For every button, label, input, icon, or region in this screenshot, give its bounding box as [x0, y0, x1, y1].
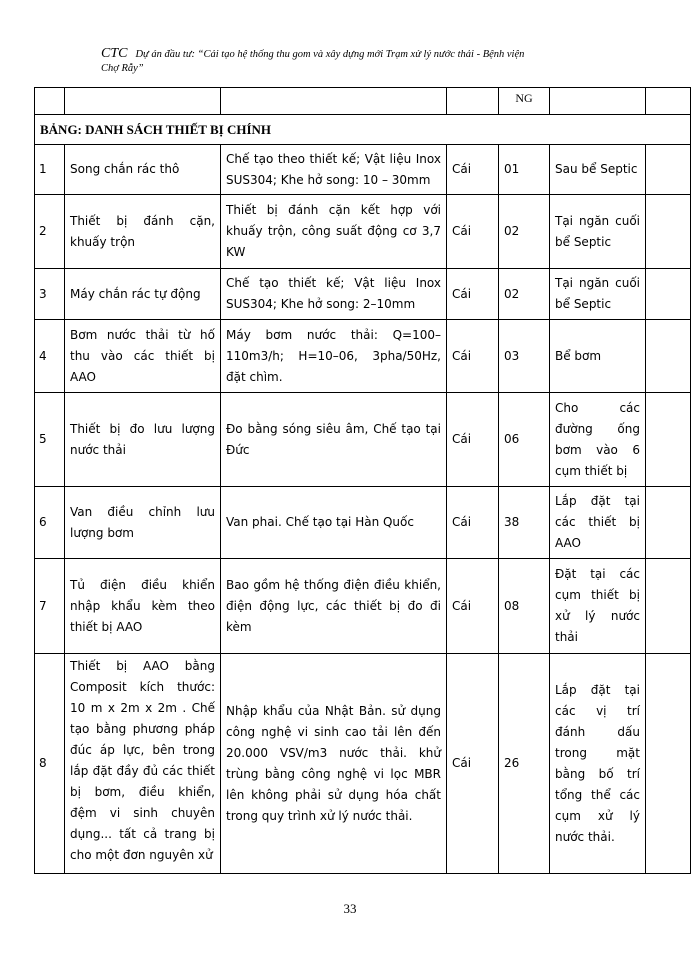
- item-qty: 26: [499, 654, 550, 874]
- item-qty: 03: [499, 320, 550, 393]
- item-unit: Cái: [447, 654, 499, 874]
- item-qty: 08: [499, 559, 550, 654]
- header-cell: [550, 88, 646, 115]
- item-location: Bể bơm: [550, 320, 646, 393]
- page-header: [101, 47, 621, 76]
- table-row: [35, 320, 691, 393]
- item-note: [646, 320, 691, 393]
- item-unit: Cái: [447, 195, 499, 269]
- item-unit: Cái: [447, 320, 499, 393]
- item-name: Thiết bị đo lưu lượng nước thải: [65, 393, 221, 487]
- org-abbrev: CTC: [101, 46, 128, 61]
- item-spec: Chế tạo thiết kế; Vật liệu Inox SUS304; Khe hở song: 2–10mm: [221, 269, 447, 320]
- item-name: Bơm nước thải từ hố thu vào các thiết bị AAO: [65, 320, 221, 393]
- row-number: 4: [35, 320, 65, 393]
- item-spec: Máy bơm nước thải: Q=100–110m3/h; H=10–06, 3pha/50Hz, đặt chìm.: [221, 320, 447, 393]
- item-unit: Cái: [447, 393, 499, 487]
- item-location: Lắp đặt tại các thiết bị AAO: [550, 487, 646, 559]
- item-note: [646, 145, 691, 195]
- item-qty: 02: [499, 195, 550, 269]
- item-note: [646, 487, 691, 559]
- project-title-line2: Chợ Rẫy”: [101, 63, 144, 74]
- item-note: [646, 393, 691, 487]
- item-spec: Đo bằng sóng siêu âm, Chế tạo tại Đức: [221, 393, 447, 487]
- item-location: Tại ngăn cuối bể Septic: [550, 269, 646, 320]
- table-row: [35, 269, 691, 320]
- section-title: BẢNG: DANH SÁCH THIẾT BỊ CHÍNH: [35, 115, 691, 145]
- item-spec: Nhập khẩu của Nhật Bản. sử dụng công nghệ vi sinh cao tải lên đến 20.000 VSV/m3 nước thải. khử trùng bằng công nghệ vi lọc MBR lên không phải sử dụng hóa chất trong quy trình xử lý nước thải.: [221, 654, 447, 874]
- item-name: Máy chắn rác tự động: [65, 269, 221, 320]
- header-cell: [35, 88, 65, 115]
- table-row: [35, 559, 691, 654]
- item-note: [646, 654, 691, 874]
- item-note: [646, 559, 691, 654]
- header-cell: [221, 88, 447, 115]
- item-name: Thiết bị đánh cặn, khuấy trộn: [65, 195, 221, 269]
- item-unit: Cái: [447, 145, 499, 195]
- row-number: 6: [35, 487, 65, 559]
- item-qty: 02: [499, 269, 550, 320]
- item-note: [646, 269, 691, 320]
- row-number: 7: [35, 559, 65, 654]
- project-title-line1: Dự án đầu tư: “Cải tạo hệ thống thu gom và xây dựng mới Trạm xử lý nước thải - Bệnh viện: [135, 49, 525, 60]
- item-unit: Cái: [447, 559, 499, 654]
- page-number: 33: [343, 901, 357, 916]
- row-number: 1: [35, 145, 65, 195]
- table-header-row: [35, 88, 691, 115]
- item-spec: Bao gồm hệ thống điện điều khiển, điện động lực, các thiết bị đo đi kèm: [221, 559, 447, 654]
- header-cell-ng: NG: [499, 88, 550, 115]
- item-qty: 06: [499, 393, 550, 487]
- table-row: [35, 195, 691, 269]
- row-number: 5: [35, 393, 65, 487]
- equipment-table: [34, 87, 691, 874]
- item-qty: 38: [499, 487, 550, 559]
- item-spec: Chế tạo theo thiết kế; Vật liệu Inox SUS304; Khe hở song: 10 – 30mm: [221, 145, 447, 195]
- table-row: [35, 487, 691, 559]
- row-number: 2: [35, 195, 65, 269]
- item-unit: Cái: [447, 487, 499, 559]
- item-location: Sau bể Septic: [550, 145, 646, 195]
- item-name: Tủ điện điều khiển nhập khẩu kèm theo thiết bị AAO: [65, 559, 221, 654]
- item-unit: Cái: [447, 269, 499, 320]
- item-note: [646, 195, 691, 269]
- item-name: Van điều chỉnh lưu lượng bơm: [65, 487, 221, 559]
- table-row: [35, 654, 691, 874]
- item-location: Tại ngăn cuối bể Septic: [550, 195, 646, 269]
- item-qty: 01: [499, 145, 550, 195]
- table-row: [35, 393, 691, 487]
- table-row: [35, 145, 691, 195]
- item-spec: Van phai. Chế tạo tại Hàn Quốc: [221, 487, 447, 559]
- header-cell: [646, 88, 691, 115]
- item-name: Thiết bị AAO bằng Composit kích thước: 10 m x 2m x 2m . Chế tạo bằng phương pháp đúc áp lực, bên trong lắp đặt đầy đủ các thiết bị bơm, điều khiển, đệm vi sinh chuyên dụng... tất cả trang bị cho một đơn nguyên xử: [65, 654, 221, 874]
- header-cell: [65, 88, 221, 115]
- item-name: Song chắn rác thô: [65, 145, 221, 195]
- item-location: Đặt tại các cụm thiết bị xử lý nước thải: [550, 559, 646, 654]
- row-number: 3: [35, 269, 65, 320]
- row-number: 8: [35, 654, 65, 874]
- header-cell: [447, 88, 499, 115]
- section-title-row: [35, 115, 691, 145]
- item-location: Cho các đường ống bơm vào 6 cụm thiết bị: [550, 393, 646, 487]
- item-spec: Thiết bị đánh cặn kết hợp với khuấy trộn, công suất động cơ 3,7 KW: [221, 195, 447, 269]
- item-location: Lắp đặt tại các vị trí đánh dấu trong mặt bằng bố trí tổng thể các cụm xử lý nước thải.: [550, 654, 646, 874]
